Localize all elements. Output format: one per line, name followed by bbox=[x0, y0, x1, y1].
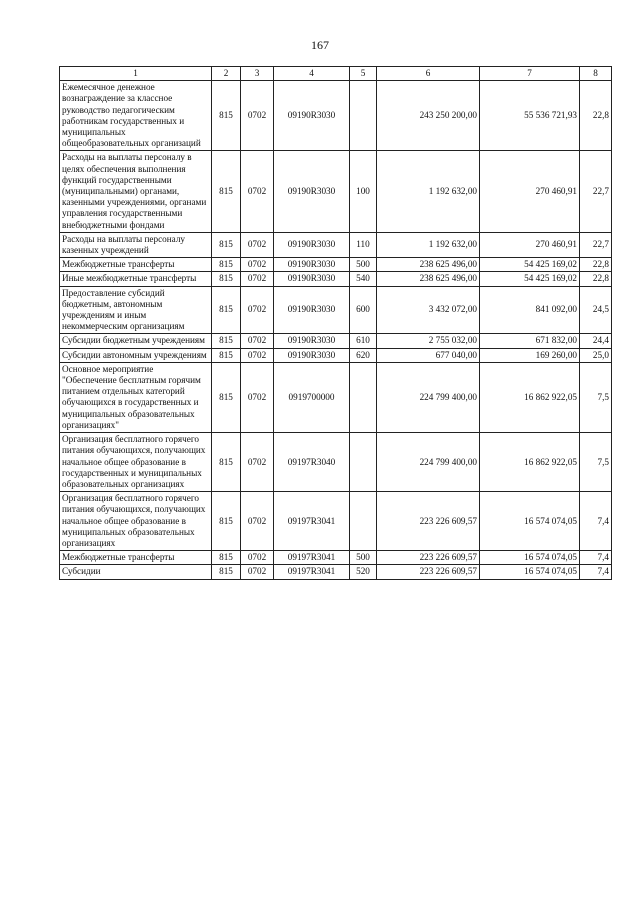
admin-code: 815 bbox=[212, 492, 241, 551]
executed-amount: 16 862 922,05 bbox=[480, 362, 580, 432]
plan-amount: 1 192 632,00 bbox=[377, 151, 480, 232]
table-row bbox=[60, 232, 612, 257]
expense-type-code: 610 bbox=[350, 334, 377, 348]
header-cell: 7 bbox=[480, 67, 580, 81]
target-code: 09190R3030 bbox=[274, 272, 350, 286]
executed-amount: 270 460,91 bbox=[480, 151, 580, 232]
plan-amount: 2 755 032,00 bbox=[377, 334, 480, 348]
section-code: 0702 bbox=[241, 272, 274, 286]
expense-type-code: 110 bbox=[350, 232, 377, 257]
plan-amount: 238 625 496,00 bbox=[377, 272, 480, 286]
expense-type-code: 620 bbox=[350, 348, 377, 362]
expense-type-code: 520 bbox=[350, 565, 377, 579]
admin-code: 815 bbox=[212, 286, 241, 334]
expense-type-code: 540 bbox=[350, 272, 377, 286]
section-code: 0702 bbox=[241, 565, 274, 579]
table-row bbox=[60, 348, 612, 362]
section-code: 0702 bbox=[241, 551, 274, 565]
section-code: 0702 bbox=[241, 286, 274, 334]
target-code: 09190R3030 bbox=[274, 232, 350, 257]
plan-amount: 223 226 609,57 bbox=[377, 551, 480, 565]
percent-executed: 24,4 bbox=[580, 334, 612, 348]
percent-executed: 7,5 bbox=[580, 433, 612, 492]
header-cell: 8 bbox=[580, 67, 612, 81]
admin-code: 815 bbox=[212, 348, 241, 362]
executed-amount: 54 425 169,02 bbox=[480, 258, 580, 272]
header-cell: 5 bbox=[350, 67, 377, 81]
expense-type-code: 600 bbox=[350, 286, 377, 334]
section-code: 0702 bbox=[241, 433, 274, 492]
admin-code: 815 bbox=[212, 81, 241, 151]
percent-executed: 22,8 bbox=[580, 81, 612, 151]
header-cell: 1 bbox=[60, 67, 212, 81]
expense-type-code: 100 bbox=[350, 151, 377, 232]
page-number: 167 bbox=[311, 38, 329, 52]
table-row bbox=[60, 272, 612, 286]
row-name: Ежемесячное денежное вознаграждение за классное руководство педагогическим работникам государственных и муниципальных общеобразовательных организаций bbox=[60, 81, 212, 151]
percent-executed: 22,8 bbox=[580, 272, 612, 286]
expense-type-code bbox=[350, 81, 377, 151]
admin-code: 815 bbox=[212, 565, 241, 579]
admin-code: 815 bbox=[212, 258, 241, 272]
plan-amount: 3 432 072,00 bbox=[377, 286, 480, 334]
expense-type-code: 500 bbox=[350, 551, 377, 565]
executed-amount: 16 574 074,05 bbox=[480, 492, 580, 551]
plan-amount: 677 040,00 bbox=[377, 348, 480, 362]
percent-executed: 7,5 bbox=[580, 362, 612, 432]
row-name: Организация бесплатного горячего питания обучающихся, получающих начальное общее образование в государственных и муниципальных образовательных организациях bbox=[60, 433, 212, 492]
percent-executed: 7,4 bbox=[580, 565, 612, 579]
row-name: Межбюджетные трансферты bbox=[60, 258, 212, 272]
row-name: Расходы на выплаты персоналу в целях обеспечения выполнения функций государственными (муниципальными) органами, казенными учреждениями, органами управления государственными внебюджетными фондами bbox=[60, 151, 212, 232]
target-code: 09197R3041 bbox=[274, 492, 350, 551]
header-cell: 4 bbox=[274, 67, 350, 81]
plan-amount: 223 226 609,57 bbox=[377, 565, 480, 579]
admin-code: 815 bbox=[212, 151, 241, 232]
target-code: 09197R3041 bbox=[274, 565, 350, 579]
expense-type-code bbox=[350, 362, 377, 432]
section-code: 0702 bbox=[241, 492, 274, 551]
executed-amount: 169 260,00 bbox=[480, 348, 580, 362]
header-cell: 6 bbox=[377, 67, 480, 81]
plan-amount: 238 625 496,00 bbox=[377, 258, 480, 272]
row-name: Субсидии бюджетным учреждениям bbox=[60, 334, 212, 348]
row-name: Основное мероприятие "Обеспечение бесплатным горячим питанием отдельных категорий обучающихся в государственных и муниципальных образовательных организациях" bbox=[60, 362, 212, 432]
row-name: Организация бесплатного горячего питания обучающихся, получающих начальное общее образование в муниципальных образовательных организациях bbox=[60, 492, 212, 551]
budget-table bbox=[59, 66, 612, 580]
target-code: 09190R3030 bbox=[274, 334, 350, 348]
target-code: 09197R3041 bbox=[274, 551, 350, 565]
admin-code: 815 bbox=[212, 272, 241, 286]
table-row bbox=[60, 334, 612, 348]
row-name: Субсидии bbox=[60, 565, 212, 579]
admin-code: 815 bbox=[212, 232, 241, 257]
plan-amount: 224 799 400,00 bbox=[377, 362, 480, 432]
percent-executed: 7,4 bbox=[580, 551, 612, 565]
section-code: 0702 bbox=[241, 348, 274, 362]
executed-amount: 671 832,00 bbox=[480, 334, 580, 348]
admin-code: 815 bbox=[212, 551, 241, 565]
expense-type-code: 500 bbox=[350, 258, 377, 272]
row-name: Расходы на выплаты персоналу казенных учреждений bbox=[60, 232, 212, 257]
section-code: 0702 bbox=[241, 334, 274, 348]
table-row bbox=[60, 433, 612, 492]
admin-code: 815 bbox=[212, 334, 241, 348]
table-row bbox=[60, 258, 612, 272]
executed-amount: 55 536 721,93 bbox=[480, 81, 580, 151]
percent-executed: 24,5 bbox=[580, 286, 612, 334]
expense-type-code bbox=[350, 492, 377, 551]
target-code: 09190R3030 bbox=[274, 286, 350, 334]
table-row bbox=[60, 151, 612, 232]
section-code: 0702 bbox=[241, 362, 274, 432]
header-cell: 3 bbox=[241, 67, 274, 81]
percent-executed: 7,4 bbox=[580, 492, 612, 551]
section-code: 0702 bbox=[241, 258, 274, 272]
header-row bbox=[60, 67, 612, 81]
row-name: Иные межбюджетные трансферты bbox=[60, 272, 212, 286]
target-code: 09190R3030 bbox=[274, 151, 350, 232]
executed-amount: 16 574 074,05 bbox=[480, 551, 580, 565]
plan-amount: 243 250 200,00 bbox=[377, 81, 480, 151]
target-code: 09197R3040 bbox=[274, 433, 350, 492]
row-name: Предоставление субсидий бюджетным, автономным учреждениям и иным некоммерческим организациям bbox=[60, 286, 212, 334]
percent-executed: 22,8 bbox=[580, 258, 612, 272]
table-row bbox=[60, 286, 612, 334]
table-row bbox=[60, 551, 612, 565]
executed-amount: 841 092,00 bbox=[480, 286, 580, 334]
executed-amount: 16 574 074,05 bbox=[480, 565, 580, 579]
target-code: 0919700000 bbox=[274, 362, 350, 432]
percent-executed: 25,0 bbox=[580, 348, 612, 362]
admin-code: 815 bbox=[212, 362, 241, 432]
plan-amount: 223 226 609,57 bbox=[377, 492, 480, 551]
table-row bbox=[60, 565, 612, 579]
section-code: 0702 bbox=[241, 232, 274, 257]
table-row bbox=[60, 362, 612, 432]
target-code: 09190R3030 bbox=[274, 81, 350, 151]
row-name: Субсидии автономным учреждениям bbox=[60, 348, 212, 362]
plan-amount: 1 192 632,00 bbox=[377, 232, 480, 257]
target-code: 09190R3030 bbox=[274, 258, 350, 272]
percent-executed: 22,7 bbox=[580, 151, 612, 232]
row-name: Межбюджетные трансферты bbox=[60, 551, 212, 565]
admin-code: 815 bbox=[212, 433, 241, 492]
plan-amount: 224 799 400,00 bbox=[377, 433, 480, 492]
expense-type-code bbox=[350, 433, 377, 492]
table-row bbox=[60, 81, 612, 151]
section-code: 0702 bbox=[241, 151, 274, 232]
percent-executed: 22,7 bbox=[580, 232, 612, 257]
executed-amount: 270 460,91 bbox=[480, 232, 580, 257]
executed-amount: 54 425 169,02 bbox=[480, 272, 580, 286]
table-row bbox=[60, 492, 612, 551]
executed-amount: 16 862 922,05 bbox=[480, 433, 580, 492]
target-code: 09190R3030 bbox=[274, 348, 350, 362]
section-code: 0702 bbox=[241, 81, 274, 151]
header-cell: 2 bbox=[212, 67, 241, 81]
